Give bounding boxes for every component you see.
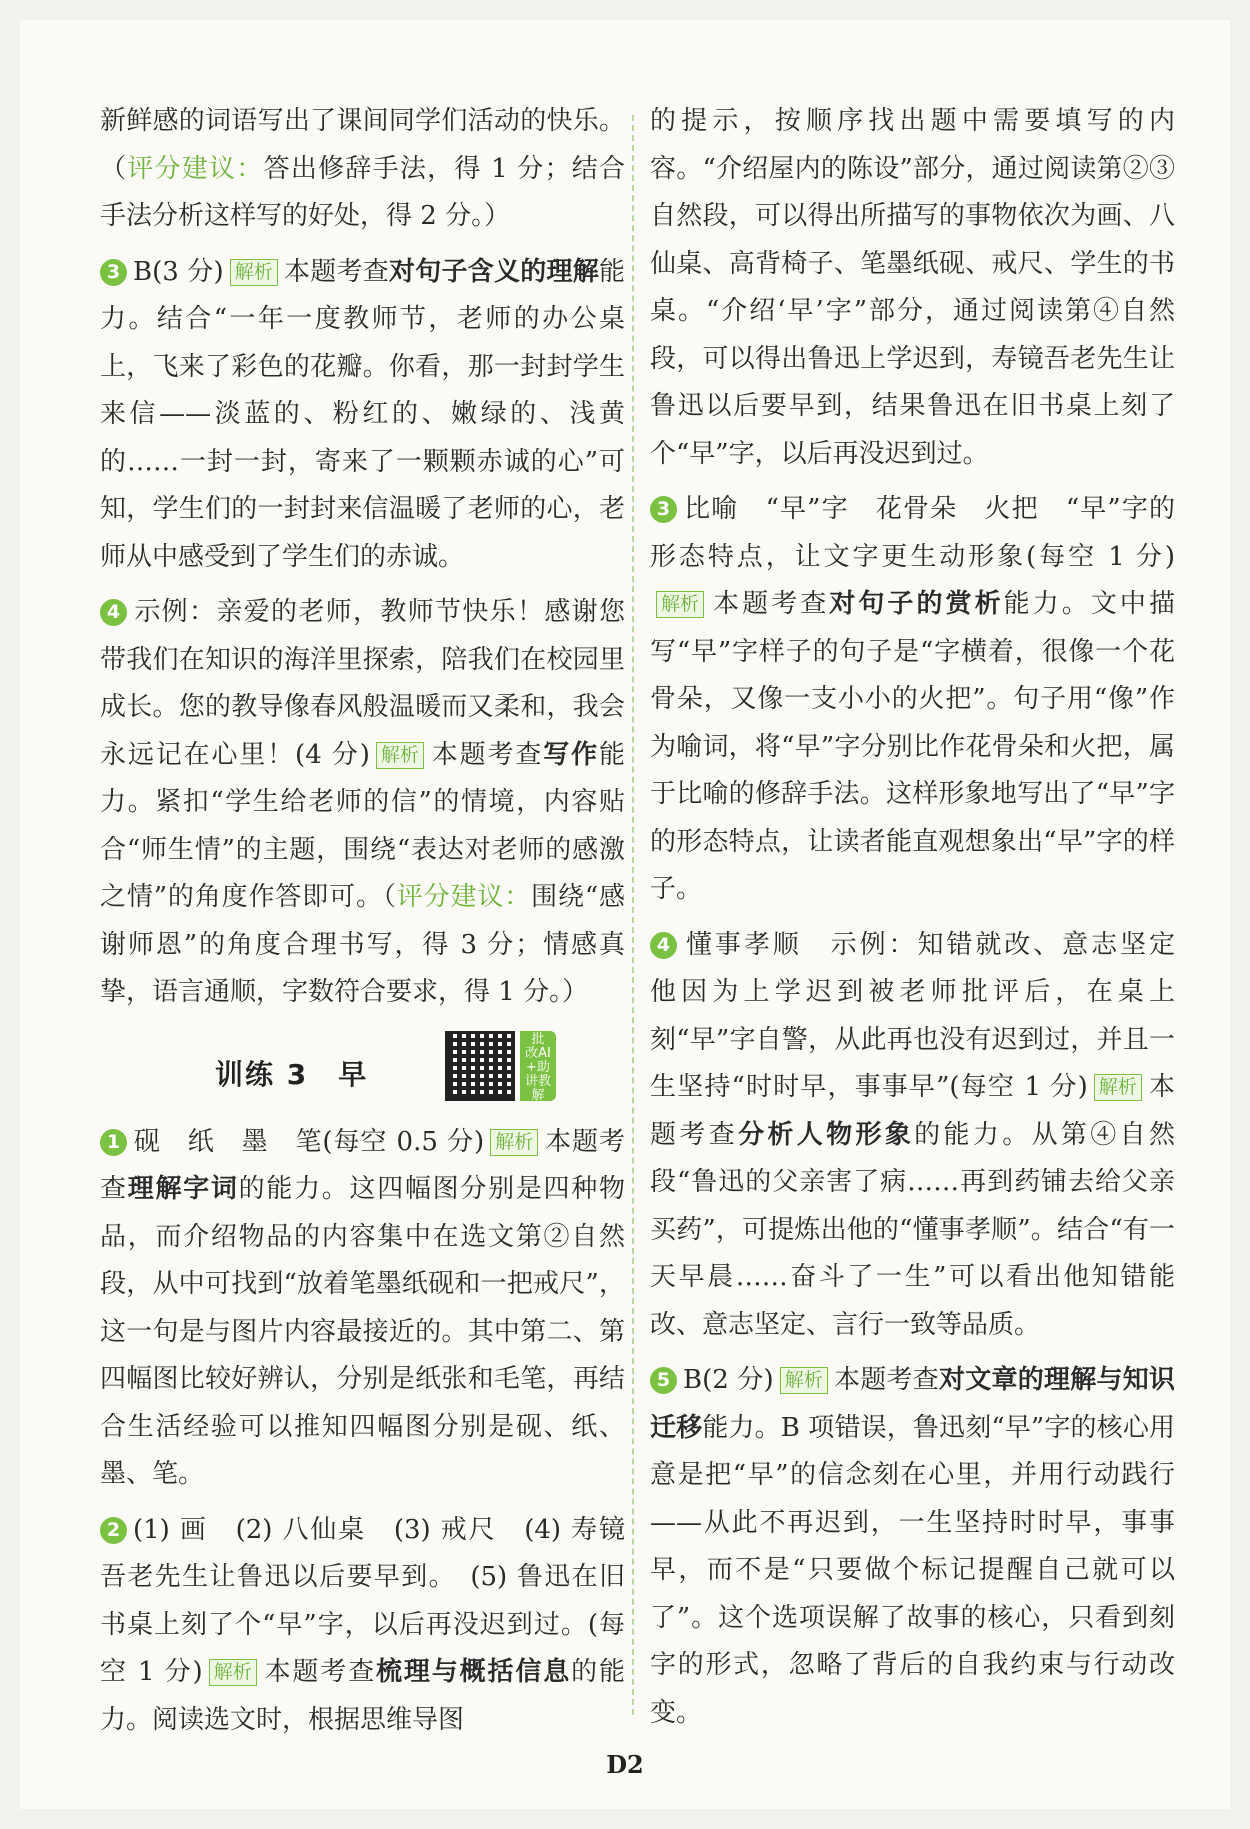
- text: 本题考查: [283, 256, 389, 287]
- section-header: [100, 1031, 625, 1111]
- text: 本题考查: [833, 1365, 939, 1395]
- keyword: 理解字词: [127, 1174, 239, 1204]
- answer-text: B(2 分): [683, 1365, 774, 1395]
- right-column: [650, 98, 1202, 1745]
- keyword: 梳理与概括信息: [376, 1657, 572, 1687]
- question-number-badge: 5: [650, 1367, 677, 1394]
- analysis-tag: 解析: [230, 259, 278, 286]
- qr-label-line: +助: [526, 1059, 550, 1075]
- analysis-tag: 解析: [490, 1129, 538, 1156]
- question-4: [100, 589, 625, 1017]
- analysis-tag: 解析: [209, 1659, 257, 1686]
- text: 本题考查: [650, 1072, 1175, 1150]
- analysis-tag: 解析: [656, 591, 704, 618]
- text: 本题考查: [100, 1126, 625, 1204]
- page-number: D2: [606, 1750, 644, 1779]
- answer-text: 示例：亲爱的老师，教师节快乐！感谢您带我们在知识的海洋里探索，陪我们在校园里成长。您的教导像春风般温暖而又柔和，我会永远记在心里！(4 分): [100, 597, 625, 770]
- qr-label-line: 讲教: [524, 1073, 551, 1089]
- paragraph-continued: 的提示，按顺序找出题中需要填写的内容。“介绍屋内的陈设”部分，通过阅读第②③自然段，可以得出所描写的事物依次为画、八仙桌、高背椅子、笔墨纸砚、戒尺、学生的书桌。“介绍‘早’字”部分，通过阅读第④自然段，可以得出鲁迅上学迟到，寿镜吾老先生让鲁迅以后要早到，结果鲁迅在旧书桌上刻了个“早”字，以后再没迟到过。: [650, 106, 1175, 469]
- answer-text: 砚 纸 墨 笔(每空 0.5 分): [133, 1126, 485, 1157]
- analysis-tag: 解析: [780, 1367, 828, 1394]
- answer-text: 懂事孝顺 示例：知错就改、意志坚定 他因为上学迟到被老师批评后，在桌上刻“早”字自警，从此再也没有迟到过，并且一生坚持“时时早，事事早”(每空 1 分): [650, 929, 1202, 1102]
- answer-text: 比喻 “早”字 花骨朵 火把 “早”字的形态特点，让文字更生动形象(每空 1 分): [650, 494, 1175, 572]
- scoring-tip-label: 评分建议：: [127, 153, 264, 184]
- answer-text: B(3 分): [133, 256, 224, 287]
- analysis-tag: 解析: [376, 742, 424, 769]
- question-number-badge: 3: [100, 259, 127, 286]
- explanation-text: 的能力。从第④自然段“鲁迅的父亲害了病……再到药铺去给父亲买药”，可提炼出他的“懂事孝顺”。结合“有一天早晨……奋斗了一生”可以看出他知错能改、意志坚定、言行一致等品质。: [650, 1119, 1175, 1340]
- text: 答出修辞手法，得 1 分；结合手法分析这样写的好处，得 2 分。）: [100, 153, 625, 231]
- text: 本题考查: [429, 739, 544, 770]
- keyword: 对句子含义的理解: [388, 256, 599, 287]
- answer-text: (1) 画 (2) 八仙桌 (3) 戒尺 (4) 寿镜吾老先生让鲁迅以后要早到。 (5) 鲁迅在旧书桌上刻了个“早”字，以后再没迟到过。(每空 1 分): [100, 1514, 625, 1687]
- keyword: 分析人物形象: [738, 1119, 915, 1150]
- qr-code-icon[interactable]: [445, 1031, 515, 1101]
- keyword: 对句子的赏析: [829, 589, 1004, 619]
- scoring-tip-label: 评分建议：: [396, 882, 532, 912]
- question-number-badge: 4: [650, 932, 677, 959]
- paragraph-continued: [100, 98, 625, 241]
- text: 新鲜感的词语写出了课间同学们活动的快乐。（: [100, 106, 625, 184]
- explanation-text: 的能力。这四幅图分别是四种物品，而介绍物品的内容集中在选文第②自然段，从中可找到“放着笔墨纸砚和一把戒尺”，这一句是与图片内容最接近的。其中第二、第四幅图比较好辨认，分别是纸张和毛笔，再结合生活经验可以推知四幅图分别是砚、纸、墨、笔。: [100, 1174, 625, 1489]
- text: 围绕“感谢师恩”的角度合理书写，得 3 分；情感真挚，语言通顺，字数符合要求，得 1 分。）: [100, 882, 625, 1007]
- text: 本题考查: [262, 1657, 377, 1687]
- explanation-text: 能力。紧扣“学生给老师的信”的情境，内容贴合“师生情”的主题，围绕“表达对老师的感激之情”的角度作答即可。（: [100, 739, 625, 912]
- section-question-1: [100, 1119, 625, 1499]
- qr-label-line: 改AI: [525, 1045, 551, 1061]
- section-title: 训练 3 早: [215, 1057, 369, 1091]
- question-number-badge: 1: [100, 1129, 127, 1156]
- explanation-text: 能力。结合“一年一度教师节，老师的办公桌上，飞来了彩色的花瓣。你看，那一封封学生来信——淡蓝的、粉红的、嫩绿的、浅黄的……一封一封，寄来了一颗颗赤诚的心”可知，学生们的一封封来信温暖了老师的心，老师从中感受到了学生们的赤诚。: [100, 256, 625, 572]
- explanation-text: 能力。B 项错误，鲁迅刻“早”字的核心用意是把“早”的信念刻在心里，并用行动践行——从此不再迟到，一生坚持时时早，事事早，而不是“只要做个标记提醒自己就可以了”。这个选项误解了故事的核心，只看到刻字的形式，忽略了背后的自我约束与行动改变。: [650, 1412, 1175, 1728]
- answer-page: [20, 20, 1230, 1809]
- explanation-text: 能力。文中描写“早”字样子的句子是“字横着，很像一个花骨朵，又像一支小小的火把”。句子用“像”作为喻词，将“早”字分别比作花骨朵和火把，属于比喻的修辞手法。这样形象地写出了“早”字的形态特点，让读者能直观想象出“早”字的样子。: [650, 589, 1175, 904]
- question-number-badge: 2: [100, 1517, 127, 1544]
- section-question-2: [100, 1507, 625, 1745]
- qr-label-line: 解: [531, 1087, 545, 1103]
- question-number-badge: 3: [650, 496, 677, 523]
- section-question-5: [650, 1357, 1175, 1737]
- section-question-3: [650, 486, 1175, 914]
- keyword: 写作: [543, 739, 599, 770]
- section-question-4: [650, 922, 1202, 1350]
- explanation-text: 的能力。阅读选文时，根据思维导图: [100, 1657, 625, 1735]
- text: 本题考查: [710, 589, 830, 619]
- analysis-tag: 解析: [1094, 1074, 1142, 1101]
- left-column: [100, 98, 625, 1752]
- question-number-badge: 4: [100, 599, 127, 626]
- question-3: [100, 249, 625, 582]
- keyword: 对文章的理解与知识迁移: [650, 1365, 1175, 1443]
- qr-label: [520, 1031, 556, 1101]
- column-divider: [632, 115, 634, 1715]
- qr-label-line: 批: [531, 1031, 545, 1047]
